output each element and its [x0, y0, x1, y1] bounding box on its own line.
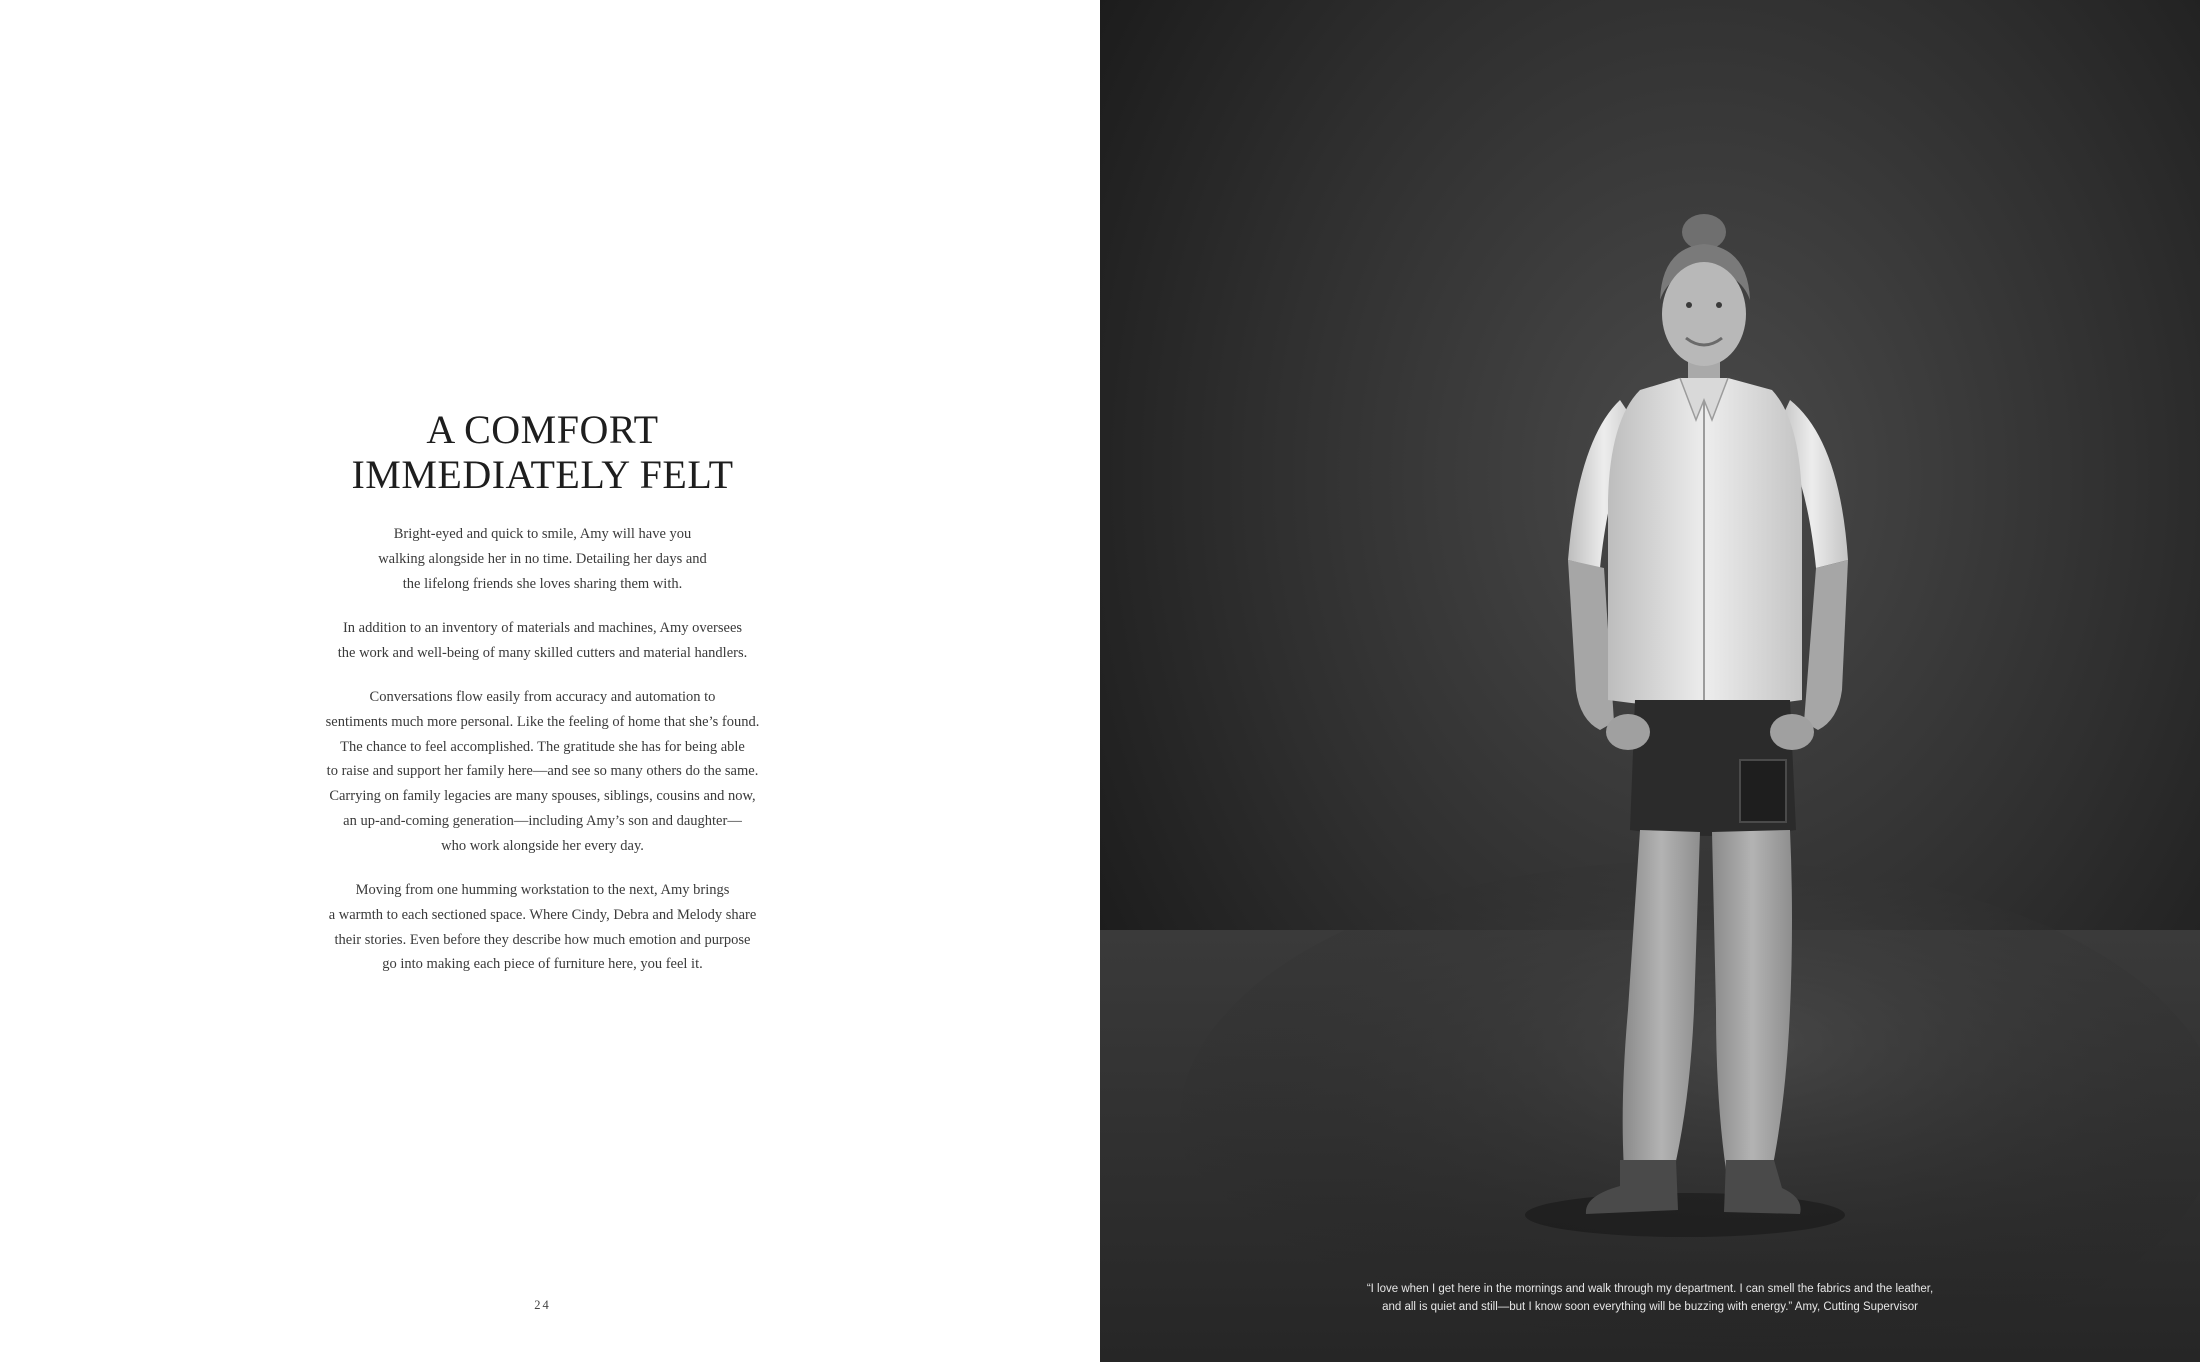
paragraph-line: a warmth to each sectioned space. Where Cindy, Debra and Melody share: [328, 906, 757, 923]
title-line-1: A COMFORT: [426, 406, 659, 452]
page-number: 24: [534, 1298, 551, 1312]
photo-caption: [1100, 1280, 2200, 1316]
paragraph-line: go into making each piece of furniture here, you feel it.: [382, 956, 703, 973]
paragraph-line: Conversations flow easily from accuracy and automation to: [369, 688, 716, 705]
paragraph-line: to raise and support her family here—and see so many others do the same.: [326, 763, 759, 780]
paragraph-line: who work alongside her every day.: [441, 837, 644, 854]
portrait-illustration: [1100, 0, 2200, 1362]
paragraph-line: the lifelong friends she loves sharing them with.: [402, 575, 683, 592]
paragraph-line: In addition to an inventory of materials and machines, Amy oversees: [342, 619, 743, 636]
paragraph-line: Moving from one humming workstation to the next, Amy brings: [355, 882, 730, 899]
paragraph-line: Carrying on family legacies are many spouses, siblings, cousins and now,: [329, 788, 756, 805]
paragraph-3: [0, 685, 1085, 859]
paragraph-line: The chance to feel accomplished. The gratitude she has for being able: [340, 738, 745, 755]
portrait-photo: [1100, 0, 2200, 1362]
caption-line-1: “I love when I get here in the mornings and walk through my department. I can smell the fabrics and the leather,: [1366, 1283, 1934, 1295]
title-line-2: IMMEDIATELY FELT: [351, 451, 734, 497]
paragraph-4: [0, 878, 1085, 977]
paragraph-line: sentiments much more personal. Like the feeling of home that she’s found.: [325, 713, 760, 730]
paragraph-line: Bright-eyed and quick to smile, Amy will have you: [393, 526, 692, 542]
paragraph-line: an up-and-coming generation—including Amy’s son and daughter—: [343, 812, 742, 829]
paragraph-line: walking alongside her in no time. Detailing her days and: [378, 550, 707, 567]
page-title: [0, 407, 1085, 497]
caption-line-2: and all is quiet and still—but I know soon everything will be buzzing with energy.” Amy, Cutting Supervisor: [1382, 1301, 1918, 1313]
article-body: [0, 522, 1085, 997]
paragraph-line: their stories. Even before they describe how much emotion and purpose: [334, 931, 751, 948]
paragraph-line: the work and well-being of many skilled cutters and material handlers.: [337, 644, 748, 661]
paragraph-2: [0, 616, 1085, 666]
paragraph-1: [0, 522, 1085, 596]
